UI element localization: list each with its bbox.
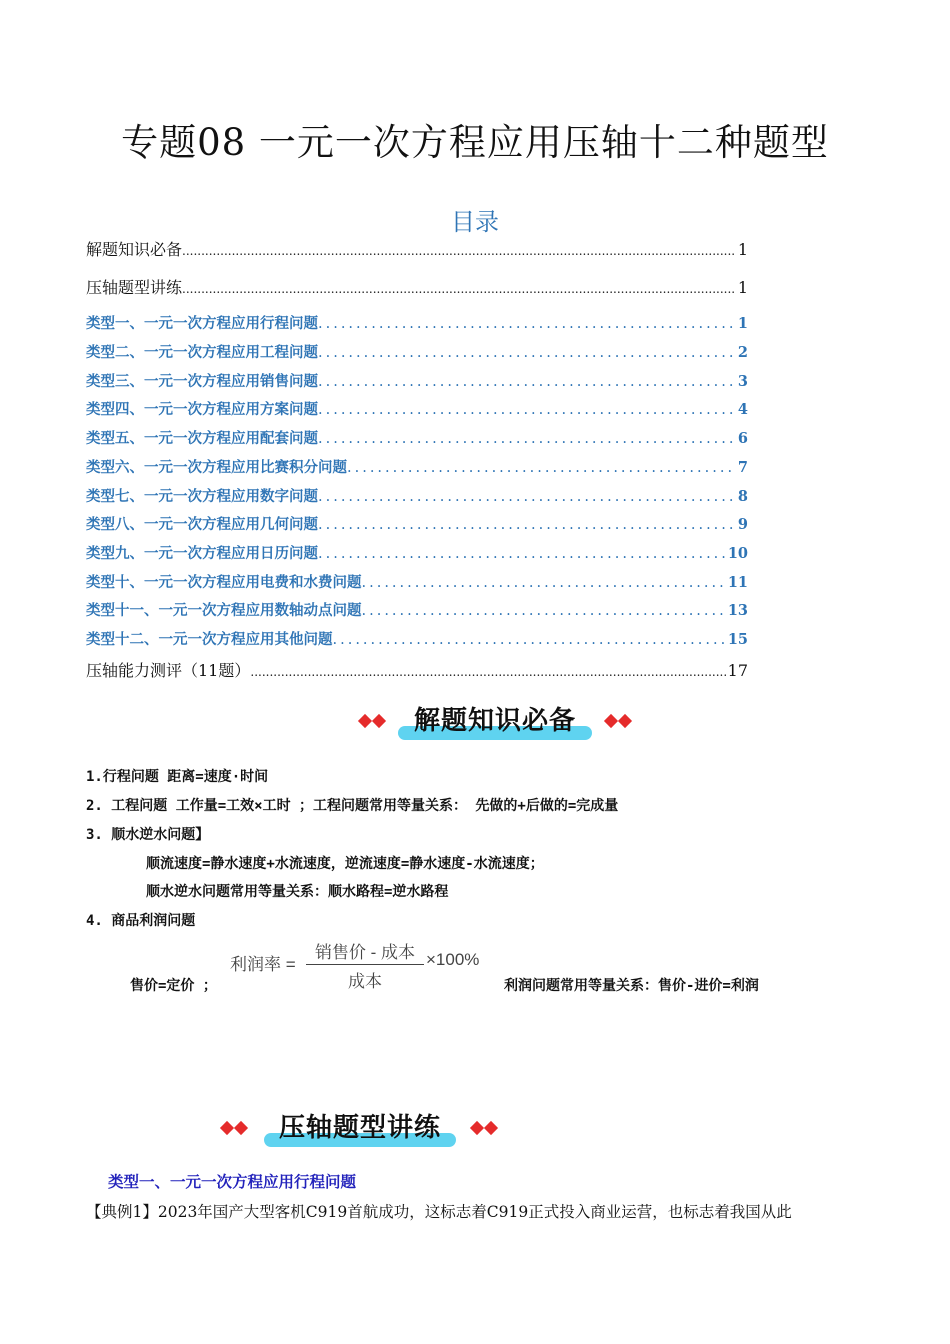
knowledge-line-1: 1.行程问题 距离=速度·时间 — [86, 769, 269, 785]
toc-subentry-label: 类型十二、一元一次方程应用其他问题 — [86, 631, 333, 648]
formula-fraction — [306, 938, 424, 992]
formula-rhs: ×100% — [426, 950, 480, 969]
formula-denominator: 成本 — [348, 972, 382, 991]
banner-pill — [258, 1111, 462, 1145]
banner-pill — [392, 704, 598, 738]
fraction-bar — [306, 964, 424, 965]
toc-leader — [333, 632, 726, 648]
formula-lhs: 利润率 = — [230, 955, 296, 974]
toc-subentry-label: 类型六、一元一次方程应用比赛积分问题 — [86, 459, 347, 476]
toc-leader — [182, 244, 736, 258]
toc-entry-page: 1 — [737, 278, 748, 297]
toc-subentry-page: 13 — [727, 602, 748, 619]
toc-subentry-page: 2 — [737, 344, 748, 361]
toc-leader — [318, 316, 736, 332]
diamond-icon — [618, 714, 632, 728]
toc-leader — [182, 282, 736, 296]
toc-entry[interactable] — [86, 237, 748, 260]
toc-subentry-label: 类型十一、一元一次方程应用数轴动点问题 — [86, 602, 362, 619]
diamond-icon — [470, 1121, 484, 1135]
toc-subentry-page: 3 — [737, 373, 748, 390]
toc-subentry-label: 类型四、一元一次方程应用方案问题 — [86, 401, 318, 418]
price-definition: 售价=定价 ； — [130, 978, 217, 994]
toc-leader — [318, 517, 736, 533]
toc-leader — [347, 460, 736, 476]
diamond-icon — [358, 714, 372, 728]
banner-title: 压轴题型讲练 — [278, 1113, 441, 1143]
type-heading: 类型一、一元一次方程应用行程问题 — [108, 1172, 357, 1191]
toc-entry-label: 压轴题型讲练 — [86, 278, 183, 297]
toc-subentry[interactable] — [86, 485, 748, 506]
knowledge-line-6: 4. 商品利润问题 — [86, 913, 196, 929]
knowledge-line-5: 顺水逆水问题常用等量关系：顺水路程=逆水路程 — [146, 884, 449, 900]
diamond-icon — [484, 1121, 498, 1135]
formula-numerator: 销售价 - 成本 — [314, 943, 416, 962]
toc-subentry-page: 6 — [737, 430, 748, 447]
toc-subentry[interactable] — [86, 398, 748, 419]
diamond-icon — [372, 714, 386, 728]
diamond-icon — [220, 1121, 234, 1135]
toc-subentry[interactable] — [86, 456, 748, 477]
toc-leader — [318, 431, 736, 447]
toc-leader — [250, 665, 725, 679]
toc-entry[interactable] — [86, 658, 748, 681]
toc-leader — [318, 345, 736, 361]
toc-entry-page: 17 — [727, 661, 748, 680]
toc-subentry[interactable] — [86, 312, 748, 333]
toc-subentry[interactable] — [86, 427, 748, 448]
toc-subentry-label: 类型一、一元一次方程应用行程问题 — [86, 315, 318, 332]
toc-heading: 目录 — [451, 208, 499, 236]
toc-subentry-label: 类型九、一元一次方程应用日历问题 — [86, 545, 318, 562]
section-banner-practice — [218, 1111, 500, 1151]
toc-subentry[interactable] — [86, 599, 748, 620]
toc-subentry[interactable] — [86, 370, 748, 391]
toc-leader — [318, 546, 726, 562]
toc-subentry-label: 类型二、一元一次方程应用工程问题 — [86, 344, 318, 361]
document-title: 专题08 一元一次方程应用压轴十二种题型 — [121, 121, 829, 164]
knowledge-line-2: 2. 工程问题 工作量=工效×工时 ；工程问题常用等量关系： 先做的+后做的=完成量 — [86, 798, 619, 814]
toc-subentry-page: 10 — [727, 545, 748, 562]
toc-subentry-label: 类型七、一元一次方程应用数字问题 — [86, 488, 318, 505]
toc-subentry-page: 7 — [737, 459, 748, 476]
toc-subentry-page: 11 — [727, 574, 748, 591]
toc-entry-page: 1 — [737, 240, 748, 259]
toc-leader — [318, 374, 736, 390]
toc-subentry[interactable] — [86, 571, 748, 592]
diamond-icon — [234, 1121, 248, 1135]
toc-leader — [318, 402, 736, 418]
toc-leader — [362, 603, 726, 619]
toc-subentry-label: 类型十、一元一次方程应用电费和水费问题 — [86, 574, 362, 591]
section-banner-knowledge — [356, 704, 636, 744]
toc-subentry[interactable] — [86, 513, 748, 534]
knowledge-line-3: 3. 顺水逆水问题】 — [86, 827, 210, 843]
toc-subentry-label: 类型八、一元一次方程应用几何问题 — [86, 516, 318, 533]
banner-title: 解题知识必备 — [413, 706, 576, 736]
profit-rate-formula — [230, 938, 488, 991]
toc-entry-label: 压轴能力测评（11题） — [86, 661, 251, 680]
knowledge-line-4: 顺流速度=静水速度+水流速度，逆流速度=静水速度-水流速度； — [146, 856, 544, 872]
toc-subentry-page: 9 — [737, 516, 748, 533]
example-text: 【典例1】2023年国产大型客机C919首航成功，这标志着C919正式投入商业运营，也标志着我国从此 — [86, 1203, 792, 1221]
toc-subentry-label: 类型五、一元一次方程应用配套问题 — [86, 430, 318, 447]
toc-leader — [318, 489, 736, 505]
toc-subentry[interactable] — [86, 341, 748, 362]
toc-subentry-page: 8 — [737, 488, 748, 505]
toc-subentry-page: 1 — [737, 315, 748, 332]
toc-entry-label: 解题知识必备 — [86, 240, 183, 259]
toc-leader — [362, 575, 726, 591]
diamond-icon — [604, 714, 618, 728]
profit-relation: 利润问题常用等量关系：售价-进价=利润 — [504, 978, 759, 994]
toc-subentry[interactable] — [86, 628, 748, 649]
toc-subentry-page: 4 — [737, 401, 748, 418]
toc-entry[interactable] — [86, 275, 748, 298]
toc-subentry-page: 15 — [727, 631, 748, 648]
toc-subentry-label: 类型三、一元一次方程应用销售问题 — [86, 373, 318, 390]
toc-subentry[interactable] — [86, 542, 748, 563]
